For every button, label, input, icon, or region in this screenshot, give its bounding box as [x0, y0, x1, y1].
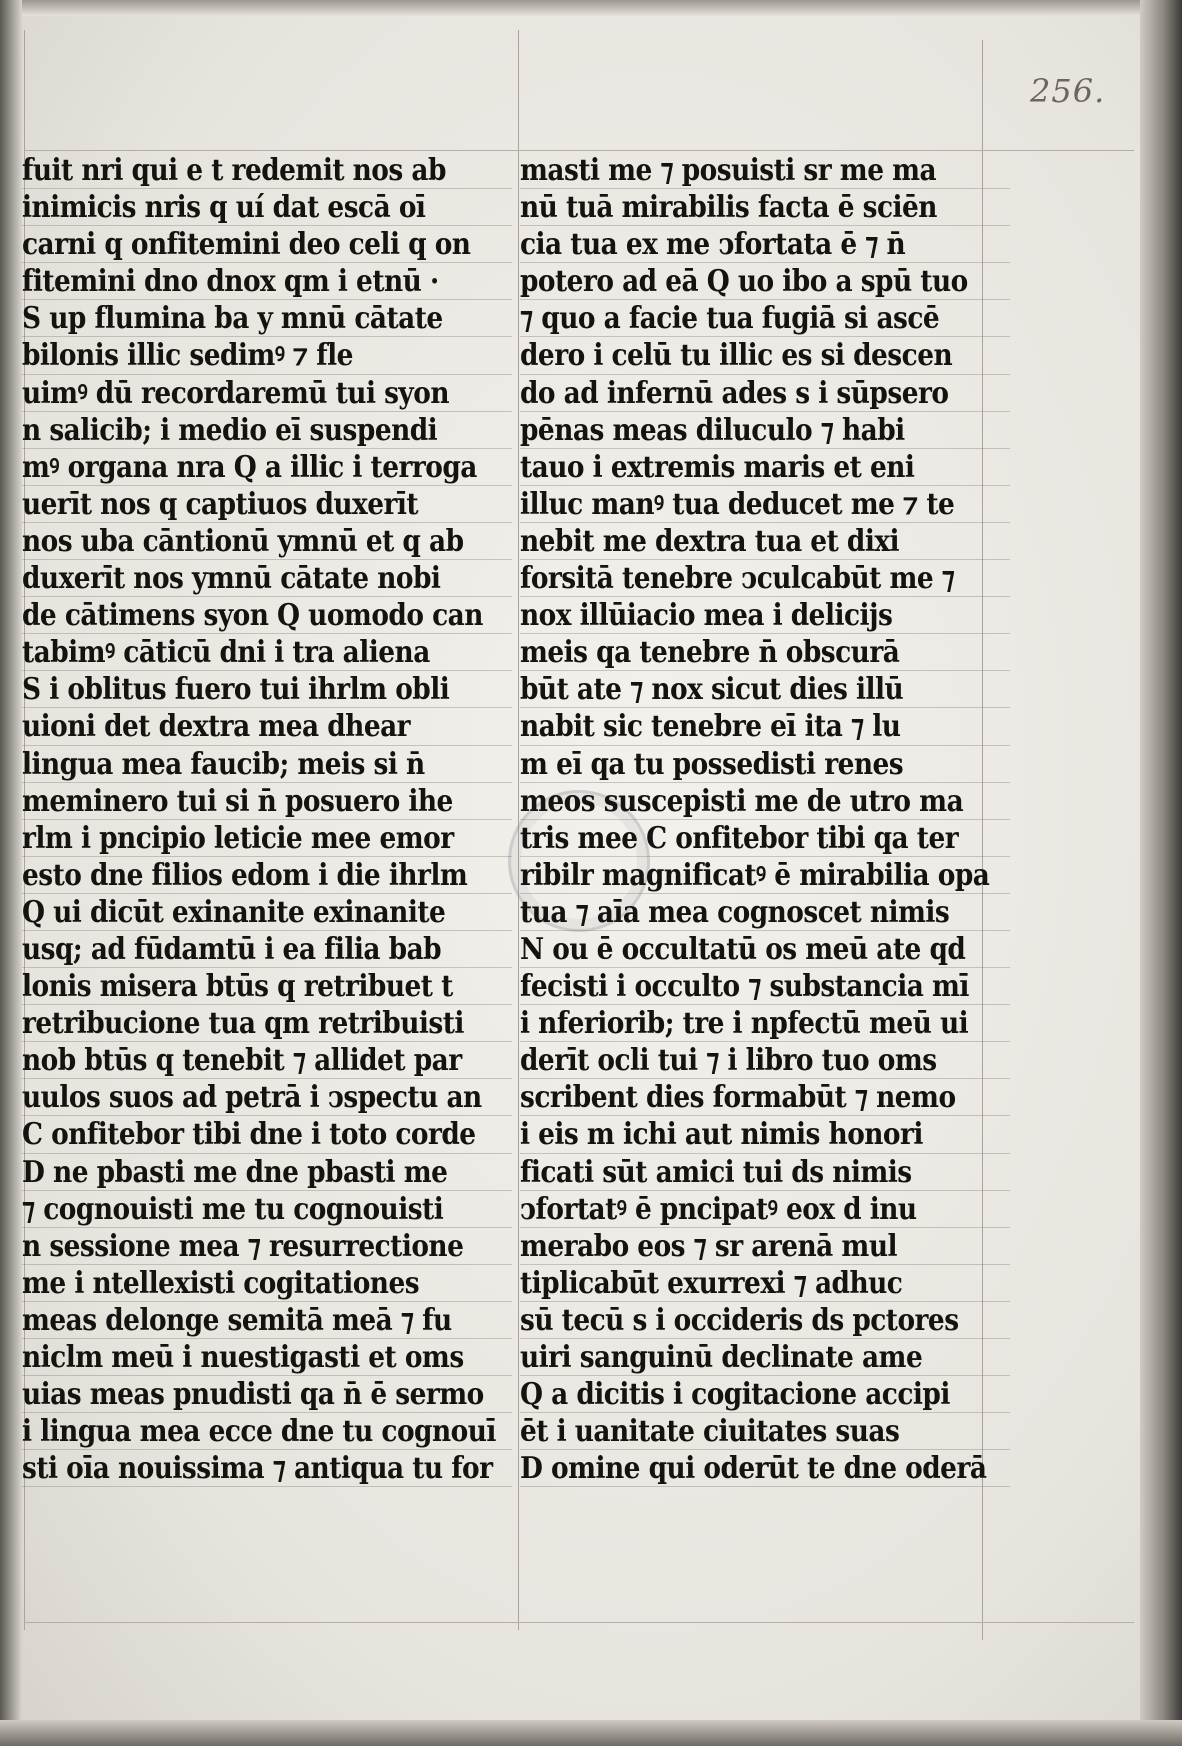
text-line-content: usq; ad fūdamtū i ea filia bab — [22, 931, 442, 967]
text-line-content: mꝰ organa nra Q a illic i terroga — [22, 449, 477, 485]
text-line — [22, 486, 512, 523]
text-line — [520, 1413, 1010, 1450]
text-line-content: tris mee C onfitebor tibi qa ter — [520, 820, 959, 856]
text-line-content: esto dne filios edom i die ihrlm — [22, 857, 468, 893]
text-line-content: i lingua mea ecce dne tu cognouī — [22, 1414, 496, 1450]
text-line-content: bilonis illic sedimꝰ ⁊ fle — [22, 338, 353, 374]
text-line — [22, 708, 512, 745]
text-line — [22, 1154, 512, 1191]
text-line-content: būt ate ⁊ nox sicut dies illū — [520, 672, 904, 708]
text-line-content: lingua mea faucib; meis si n̄ — [22, 746, 425, 782]
text-line-content: retribucione tua qm retribuisti — [22, 1006, 464, 1042]
text-line-content: meminero tui si n̄ posuero ihe — [22, 783, 453, 819]
text-line — [520, 1042, 1010, 1079]
text-line-content: uioni det dextra mea dhear — [22, 709, 411, 745]
text-line-content: n salicib; i medio eī suspendi — [22, 412, 438, 448]
text-line-content: lonis misera btūs q retribuet t — [22, 969, 453, 1005]
text-line — [520, 1339, 1010, 1376]
text-line — [520, 560, 1010, 597]
text-line — [520, 1116, 1010, 1153]
text-line-content: Q ui dicūt exinanite exinanite — [22, 894, 446, 930]
folio-number: 256. — [1030, 72, 1106, 110]
page-right-edge — [1140, 0, 1182, 1746]
text-line — [520, 597, 1010, 634]
text-line-content: tua ⁊ aīa mea cognoscet nimis — [520, 894, 950, 930]
text-line-content: tiplicabūt exurrexi ⁊ adhuc — [520, 1265, 903, 1301]
text-line — [22, 300, 512, 337]
text-line-content: me i ntellexisti cogitationes — [22, 1265, 420, 1301]
text-line — [520, 412, 1010, 449]
text-line-content: fitemini dno dnox qm i etnū · — [22, 264, 439, 300]
text-line — [22, 449, 512, 486]
text-line-content: nebit me dextra tua et dixi — [520, 523, 900, 559]
text-line — [520, 857, 1010, 894]
text-line — [22, 968, 512, 1005]
text-line-content: potero ad eā Q uo ibo a spū tuo — [520, 264, 968, 300]
text-line — [22, 1042, 512, 1079]
text-line — [22, 412, 512, 449]
text-line-content: rlm i pncipio leticie mee emor — [22, 820, 454, 856]
text-line-content: C onfitebor tibi dne i toto corde — [22, 1117, 476, 1153]
text-line — [22, 189, 512, 226]
text-line-content: meos suscepisti me de utro ma — [520, 783, 964, 819]
text-line — [520, 1154, 1010, 1191]
text-line — [22, 1228, 512, 1265]
text-line-content: Q a dicitis i cogitacione accipi — [520, 1377, 950, 1413]
margin-rule-bottom — [24, 1622, 1134, 1623]
text-line — [520, 263, 1010, 300]
text-line-content: de cātimens syon Q uomodo can — [22, 598, 483, 634]
text-line-content: uiri sanguinū declinate ame — [520, 1340, 923, 1375]
text-line-content: nabit sic tenebre eī ita ⁊ lu — [520, 709, 901, 745]
text-line-content: duxerīt nos ymnū cātate nobi — [22, 561, 441, 597]
text-line — [520, 1376, 1010, 1413]
text-line — [520, 634, 1010, 671]
text-line-content: ⁊ quo a facie tua fugiā si ascē — [520, 301, 940, 337]
text-line-content: meas delonge semitā meā ⁊ fu — [22, 1302, 452, 1338]
text-line — [520, 337, 1010, 374]
text-line-content: niclm meū i nuestigasti et oms — [22, 1340, 464, 1375]
text-line — [520, 1191, 1010, 1228]
text-line — [520, 1079, 1010, 1116]
text-line — [22, 1302, 512, 1339]
text-line — [22, 1376, 512, 1413]
text-line — [22, 1450, 512, 1487]
left-text-column — [22, 152, 512, 1487]
text-line — [520, 671, 1010, 708]
text-line — [520, 375, 1010, 412]
text-line-content: illuc manꝰ tua deducet me ⁊ te — [520, 486, 955, 522]
text-line-content: masti me ⁊ posuisti sr me ma — [520, 153, 937, 188]
text-line — [22, 523, 512, 560]
text-line-content: nox illūiacio mea i delicijs — [520, 598, 893, 634]
text-line-content: merabo eos ⁊ sr arenā mul — [520, 1228, 898, 1264]
text-line — [520, 300, 1010, 337]
text-line — [520, 931, 1010, 968]
text-line — [22, 560, 512, 597]
text-line — [22, 1116, 512, 1153]
text-line — [22, 1265, 512, 1302]
page-left-edge — [0, 0, 22, 1746]
text-line-content: D ne pbasti me dne pbasti me — [22, 1154, 448, 1190]
text-line — [22, 820, 512, 857]
text-line-content: uulos suos ad petrā i ↄspectu an — [22, 1080, 482, 1116]
text-line — [22, 337, 512, 374]
page-bottom-edge — [0, 1720, 1182, 1746]
text-line — [520, 820, 1010, 857]
text-line-content: do ad infernū ades s i sūpsero — [520, 375, 949, 411]
text-line-content: uimꝰ dū recordaremū tui syon — [22, 375, 450, 411]
text-line — [520, 1265, 1010, 1302]
text-line — [22, 597, 512, 634]
text-line — [520, 486, 1010, 523]
text-line-content: S i oblitus fuero tui ihrlm obli — [22, 672, 450, 708]
text-line — [520, 708, 1010, 745]
text-line — [520, 226, 1010, 263]
text-line-content: fuit nri qui e t redemit nos ab — [22, 153, 446, 188]
text-line-content: scribent dies formabūt ⁊ nemo — [520, 1080, 956, 1116]
text-line — [520, 152, 1010, 189]
text-line — [520, 783, 1010, 820]
text-line — [22, 375, 512, 412]
text-line-content: pēnas meas diluculo ⁊ habi — [520, 412, 905, 448]
text-line — [520, 894, 1010, 931]
text-line — [520, 1228, 1010, 1265]
text-line — [22, 226, 512, 263]
text-line — [520, 1005, 1010, 1042]
text-line-content: nū tuā mirabilis facta ē sciēn — [520, 190, 937, 226]
text-line-content: meis qa tenebre n̄ obscurā — [520, 635, 900, 671]
text-line-content: inimicis nris q uí dat escā oī — [22, 190, 426, 226]
text-line-content: ribilr magnificatꝰ ē mirabilia opa — [520, 857, 990, 893]
text-line-content: sti oīa nouissima ⁊ antiqua tu for — [22, 1451, 493, 1487]
text-line-content: N ou ē occultatū os meū ate qd — [520, 931, 966, 967]
page-top-edge — [0, 0, 1182, 16]
text-line-content: ⁊ cognouisti me tu cognouisti — [22, 1191, 444, 1227]
text-line — [22, 894, 512, 931]
text-line-content: D omine qui oderūt te dne oderā — [520, 1451, 987, 1487]
text-line-content: S up flumina ba y mnū cātate — [22, 301, 443, 337]
text-line — [22, 1079, 512, 1116]
text-line-content: ēt i uanitate ciuitates suas — [520, 1414, 900, 1450]
text-line-content: m eī qa tu possedisti renes — [520, 746, 904, 782]
text-line-content: tabimꝰ cāticū dni i tra aliena — [22, 635, 430, 671]
text-line — [22, 1339, 512, 1376]
text-line — [22, 1005, 512, 1042]
text-line — [520, 968, 1010, 1005]
text-line-content: nob btūs q tenebit ⁊ allidet par — [22, 1043, 462, 1079]
text-line-content: sū tecū s i occideris ds pctores — [520, 1302, 959, 1338]
text-line — [22, 746, 512, 783]
text-line-content: tauo i extremis maris et eni — [520, 449, 915, 485]
text-line-content: uias meas pnudisti qa n̄ ē sermo — [22, 1377, 484, 1413]
margin-rule-top — [24, 150, 1134, 151]
text-line — [22, 263, 512, 300]
text-line-content: ficati sūt amici tui ds nimis — [520, 1154, 912, 1190]
text-line — [520, 449, 1010, 486]
text-line-content: i nferiorib; tre i npfectū meū ui — [520, 1006, 969, 1042]
text-line-content: dero i celū tu illic es si descen — [520, 338, 953, 374]
text-line — [22, 1191, 512, 1228]
text-line — [22, 634, 512, 671]
text-line — [22, 931, 512, 968]
text-line — [520, 1302, 1010, 1339]
text-line-content: cia tua ex me ↄfortata ē ⁊ n̄ — [520, 227, 906, 263]
text-line — [520, 746, 1010, 783]
text-line-content: nos uba cāntionū ymnū et q ab — [22, 523, 464, 559]
text-line-content: carni q onfitemini deo celi q on — [22, 227, 471, 263]
text-line — [520, 523, 1010, 560]
text-line-content: ↄfortatꝰ ē pncipatꝰ eox d inu — [520, 1191, 917, 1227]
text-line-content: forsitā tenebre ↄculcabūt me ⁊ — [520, 561, 955, 597]
text-line — [520, 1450, 1010, 1487]
text-line-content: fecisti i occulto ⁊ substancia mī — [520, 969, 969, 1005]
text-line-content: i eis m ichi aut nimis honori — [520, 1117, 923, 1153]
text-line-content: uerīt nos q captiuos duxerīt — [22, 486, 419, 522]
text-line — [22, 1413, 512, 1450]
text-line — [22, 671, 512, 708]
text-line — [520, 189, 1010, 226]
text-line-content: derīt ocli tui ⁊ i libro tuo oms — [520, 1043, 937, 1079]
text-line — [22, 783, 512, 820]
text-line-content: n sessione mea ⁊ resurrectione — [22, 1228, 464, 1264]
right-text-column — [520, 152, 1010, 1487]
text-line — [22, 152, 512, 189]
text-line — [22, 857, 512, 894]
